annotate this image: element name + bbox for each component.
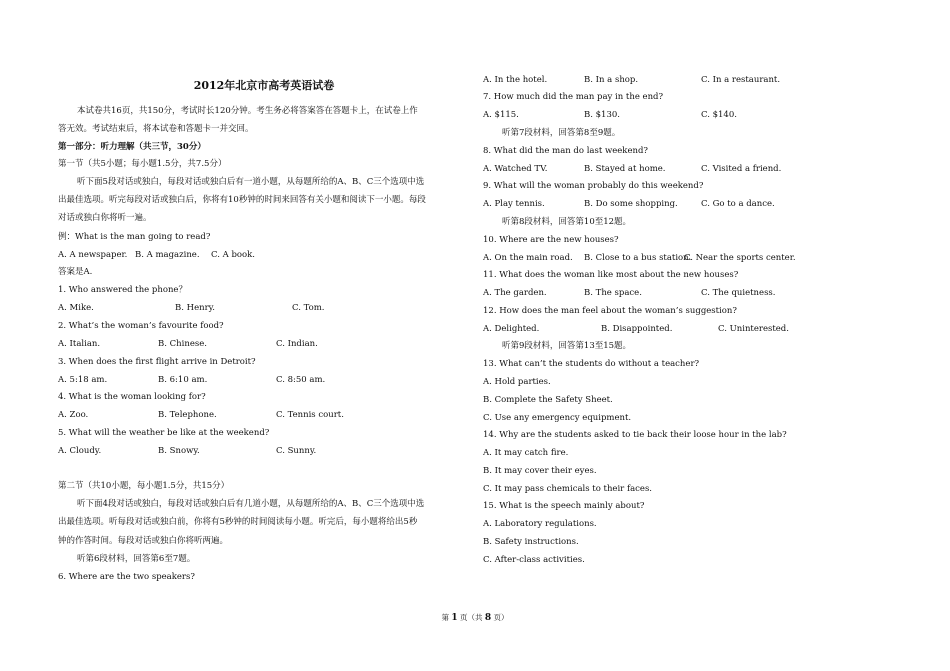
directions-line: 对话或独白你将听一遍。 bbox=[58, 213, 152, 223]
part-heading: 第一部分：听力理解（共三节，30分） bbox=[58, 142, 206, 152]
option: C. It may pass chemicals to their faces. bbox=[483, 484, 653, 494]
page-number: 1 bbox=[451, 613, 458, 623]
option: B. Complete the Safety Sheet. bbox=[483, 395, 613, 405]
option: A. Italian. bbox=[58, 339, 101, 349]
option: C. Go to a dance. bbox=[701, 199, 775, 209]
option: A. $115. bbox=[483, 110, 519, 120]
question-text: 15. What is the speech mainly about? bbox=[483, 501, 645, 511]
section-heading: 第二节（共10小题，每小题1.5分，共15分） bbox=[58, 481, 230, 491]
material-note: 听第9段材料，回答第13至15题。 bbox=[502, 341, 632, 351]
option: A. Laboratory regulations. bbox=[483, 519, 597, 529]
section-heading: 第一节（共5小题；每小题1.5分，共7.5分） bbox=[58, 159, 227, 169]
example-answer: 答案是A. bbox=[58, 267, 93, 277]
option: A. Zoo. bbox=[58, 410, 89, 420]
option: A. Play tennis. bbox=[483, 199, 545, 209]
example-option: B. A magazine. bbox=[135, 250, 200, 260]
option: A. Hold parties. bbox=[483, 377, 551, 387]
option: C. $140. bbox=[701, 110, 737, 120]
option: B. 6:10 am. bbox=[158, 375, 208, 385]
option: A. 5:18 am. bbox=[58, 375, 108, 385]
question-text: 9. What will the woman probably do this weekend? bbox=[483, 181, 704, 191]
example-question: 例：What is the man going to read? bbox=[58, 232, 211, 242]
directions-line: 听下面5段对话或独白，每段对话或独白后有一道小题，从每题所给的A、B、C三个选项中选 bbox=[77, 177, 425, 187]
question-text: 10. Where are the new houses? bbox=[483, 235, 619, 245]
question-text: 14. Why are the students asked to tie back their loose hour in the lab? bbox=[483, 430, 787, 440]
question-text: 13. What can’t the students do without a teacher? bbox=[483, 359, 700, 369]
directions-line: 出最佳选项。听每段对话或独白前，你将有5秒钟的时间阅读每小题。听完后，每小题将给出5秒 bbox=[58, 517, 418, 527]
question-text: 7. How much did the man pay in the end? bbox=[483, 92, 664, 102]
directions-line: 钟的作答时间。每段对话或独白你将听两遍。 bbox=[58, 536, 229, 546]
question-text: 11. What does the woman like most about the new houses? bbox=[483, 270, 739, 280]
example-option: C. A book. bbox=[211, 250, 255, 260]
page-title: 2012年北京市高考英语试卷 bbox=[193, 79, 335, 92]
question-text: 5. What will the weather be like at the weekend? bbox=[58, 428, 270, 438]
option: C. 8:50 am. bbox=[276, 375, 326, 385]
option: A. Watched TV. bbox=[483, 164, 548, 174]
option: A. In the hotel. bbox=[483, 75, 548, 85]
option: B. Do some shopping. bbox=[584, 199, 678, 209]
option: A. The garden. bbox=[483, 288, 547, 298]
option: C. Sunny. bbox=[276, 446, 317, 456]
option: B. The space. bbox=[584, 288, 642, 298]
question-text: 6. Where are the two speakers? bbox=[58, 572, 195, 582]
option: C. Uninterested. bbox=[718, 324, 789, 334]
option: C. Near the sports center. bbox=[684, 253, 796, 263]
option: C. Tennis court. bbox=[276, 410, 344, 420]
option: C. Indian. bbox=[276, 339, 318, 349]
instructions-line: 本试卷共16页，共150分，考试时长120分钟。考生务必将答案答在答题卡上，在试卷上作 bbox=[77, 106, 418, 116]
instructions-line: 答无效。考试结束后，将本试卷和答题卡一并交回。 bbox=[58, 124, 254, 134]
question-text: 12. How does the man feel about the woman’s suggestion? bbox=[483, 306, 737, 316]
material-note: 听第7段材料，回答第8至9题。 bbox=[502, 128, 621, 138]
option: B. Henry. bbox=[175, 303, 216, 313]
option: A. It may catch fire. bbox=[483, 448, 569, 458]
option: C. Visited a friend. bbox=[701, 164, 782, 174]
footer-middle: 页（共 bbox=[460, 613, 483, 622]
question-text: 2. What’s the woman’s favourite food? bbox=[58, 321, 224, 331]
option: A. Delighted. bbox=[483, 324, 540, 334]
option: B. In a shop. bbox=[584, 75, 639, 85]
option: B. Stayed at home. bbox=[584, 164, 666, 174]
option: B. Disappointed. bbox=[601, 324, 673, 334]
option: B. Close to a bus station. bbox=[584, 253, 692, 263]
option: C. Tom. bbox=[292, 303, 325, 313]
footer-suffix: 页） bbox=[493, 613, 509, 622]
material-note: 听第6段材料，回答第6至7题。 bbox=[77, 554, 196, 564]
question-text: 8. What did the man do last weekend? bbox=[483, 146, 648, 156]
option: B. It may cover their eyes. bbox=[483, 466, 597, 476]
option: B. Chinese. bbox=[158, 339, 207, 349]
option: B. Telephone. bbox=[158, 410, 217, 420]
page-footer bbox=[0, 612, 950, 623]
option: C. The quietness. bbox=[701, 288, 776, 298]
option: A. Cloudy. bbox=[58, 446, 102, 456]
option: C. In a restaurant. bbox=[701, 75, 781, 85]
page-total: 8 bbox=[484, 613, 492, 623]
option: B. $130. bbox=[584, 110, 620, 120]
question-text: 3. When does the first flight arrive in Detroit? bbox=[58, 357, 256, 367]
option: C. Use any emergency equipment. bbox=[483, 413, 632, 423]
question-text: 1. Who answered the phone？ bbox=[58, 285, 187, 295]
material-note: 听第8段材料，回答第10至12题。 bbox=[502, 217, 632, 227]
footer-prefix: 第 bbox=[441, 613, 449, 622]
question-text: 4. What is the woman looking for? bbox=[58, 392, 206, 402]
option: C. After-class activities. bbox=[483, 555, 585, 565]
option: B. Safety instructions. bbox=[483, 537, 579, 547]
option: A. Mike. bbox=[58, 303, 94, 313]
option: B. Snowy. bbox=[158, 446, 200, 456]
example-option: A. A newspaper. bbox=[58, 250, 128, 260]
directions-line: 出最佳选项。听完每段对话或独白后，你将有10秒钟的时间来回答有关小题和阅读下一小题。每段 bbox=[58, 195, 426, 205]
directions-line: 听下面4段对话或独白，每段对话或独白后有几道小题，从每题所给的A、B、C三个选项中选 bbox=[77, 499, 425, 509]
option: A. On the main road. bbox=[483, 253, 573, 263]
